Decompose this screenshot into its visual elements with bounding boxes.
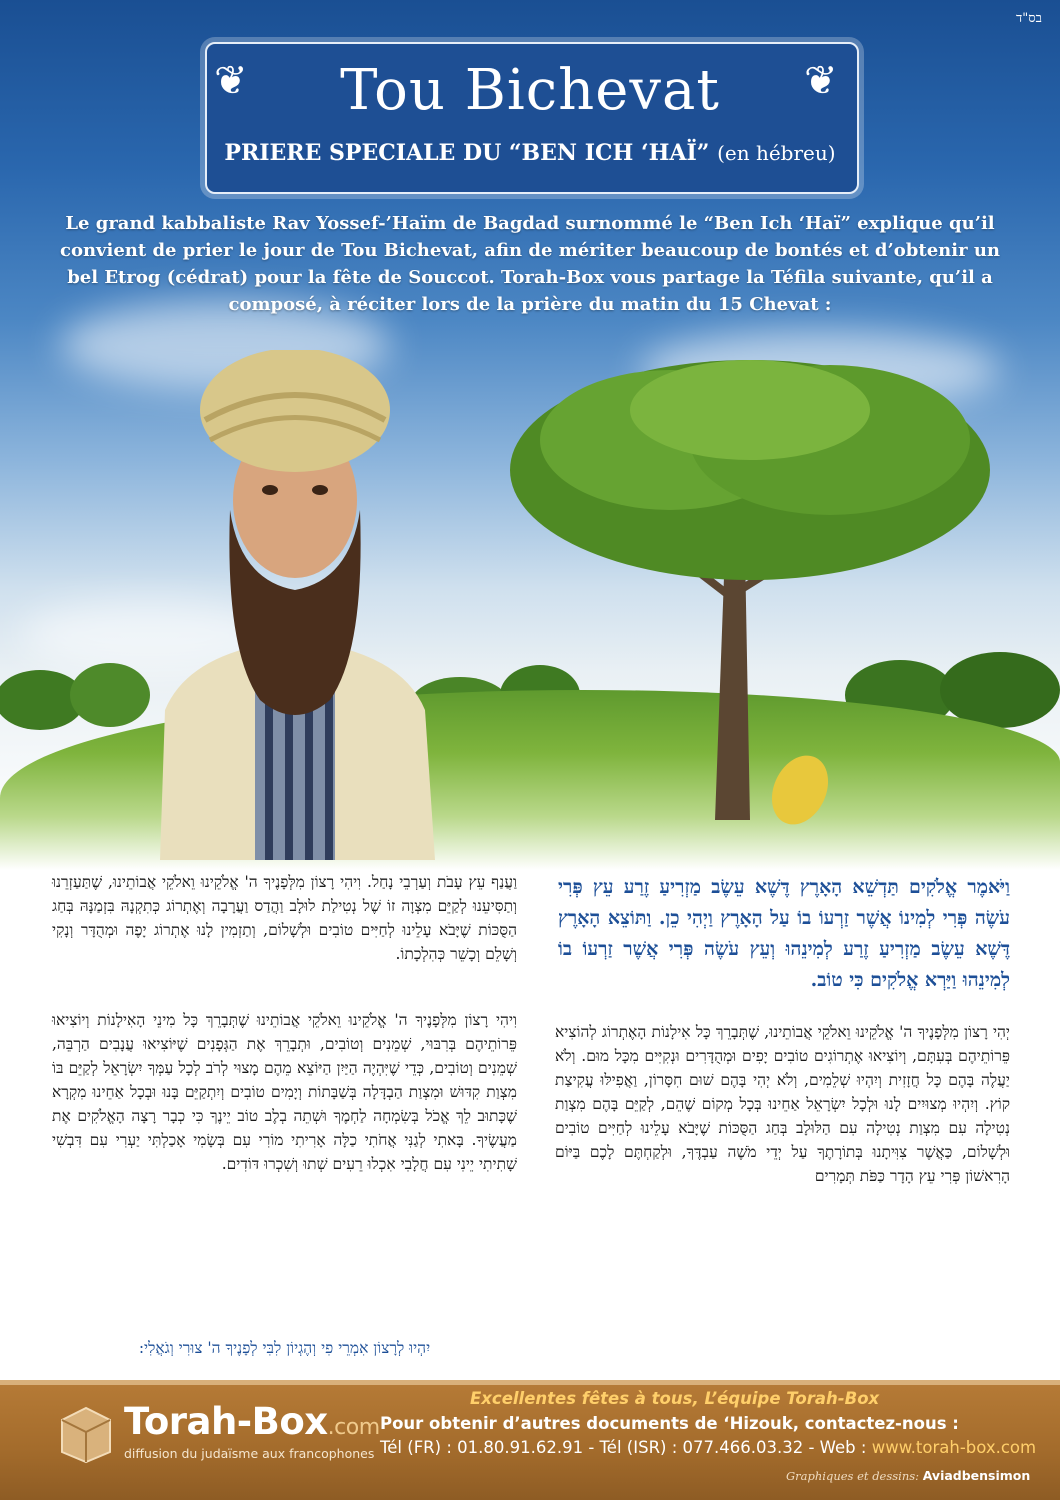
brand-domain: .com [327, 1415, 380, 1440]
closing-verse: יִהְיוּ לְרָצוֹן אִמְרֵי פִי וְהֶגְיוֹן לִבִּי לְפָנֶיךָ ה' צוּרִי וְגֹאֲלִי: [138, 1339, 431, 1357]
prayer-trees: וִיהִי רָצוֹן מִלְּפָנֶיךָ ה' אֱלֹקֵינוּ וֵאלֹקֵי אֲבוֹתֵינוּ שֶׁתְּבָרֵךְ כָּל מִינֵי הָאִילָנוֹת וְיוֹצִיאוּ פֵּרוֹתֵיהֶם בְּרִבּוּי, שְׁמֵנִים וְטוֹבִים, וּתְבָרֵךְ אֶת הַגְּפָנִים שֶׁיּוֹצִיאוּ עֲנָבִים הַרְבֵּה, שְׁמֵנִים וְטוֹבִים, כְּדֵי שֶׁיִּהְיֶה הַיַּיִן הַיּוֹצֵא מֵהֶם מָצוּי לְרֹב לְכָל עַמְּךָ יִשְׂרָאֵל לְקַיֵּם בּוֹ מִצְוַת קִדּוּשׁ וּמִצְוַת הַבְדָּלָה בְּשַׁבָּתוֹת וְיָמִים טוֹבִים וְיִתְקַיֵּם בָּנוּ וּבְכָל אַחֵינוּ מִקְרָא שֶׁכָּתוּב לֵךְ אֱכֹל בְּשִׂמְחָה לַחְמֶךָ וּשְׁתֵה בְלֶב טוֹב יֵינֶךָ כִּי כְבָר רָצָה הָאֱלֹקִים אֶת מַעֲשֶׂיךָ. בָּאתִי לְגַנִּי אֲחֹתִי כַלָּה אָרִיתִי מוֹרִי עִם בְּשָׂמִי אָכַלְתִּי יַעְרִי עִם דִּבְשִׁי שָׁתִיתִי יֵינִי עִם חֲלָבִי אִכְלוּ רֵעִים שְׁתוּ וְשִׁכְרוּ דּוֹדִים. [52, 1011, 517, 1173]
graphics-credit [786, 1468, 1030, 1483]
phones-text: Tél (FR) : 01.80.91.62.91 - Tél (ISR) : 077.466.03.32 - Web : [380, 1438, 872, 1457]
torah-box-logo-icon [58, 1404, 114, 1464]
subtitle-text: PRIERE SPECIALE DU “BEN ICH ‘HAÏ” [224, 140, 710, 166]
brand-tagline: diffusion du judaïsme aux francophones [124, 1446, 375, 1461]
flourish-left-icon: ❦ [214, 58, 248, 104]
footer-phones [380, 1438, 1036, 1457]
bsd-mark: בס"ד [1016, 11, 1042, 26]
footer-wishes: Excellentes fêtes à tous, L’équipe Torah-Box [470, 1389, 880, 1408]
page-title: Tou Bichevat [340, 58, 720, 123]
rabbi-portrait [150, 350, 440, 860]
prayer-lulav: וַעֲנַף עֵץ עָבֹת וְעַרְבֵי נָחַל. וִיהִי רָצוֹן מִלְּפָנֶיךָ ה' אֱלֹקֵינוּ וֵאלֹקֵי אֲבוֹתֵינוּ, שֶׁתַּעַזְרֵנוּ וְתַסִּיעֵנוּ לְקַיֵּם מִצְוָה זוֹ שֶׁל נְטִילַת לוּלָב וַהֲדַס וַעֲרָבָה וְאֶתְרוֹג כְּתִקְנָהּ בִּזְמַנָּהּ בְּחַג הַסֻּכּוֹת שֶׁיָּבֹא עָלֵינוּ לְחַיִּים טוֹבִים וּלְשָׁלוֹם, וְתַזְמִין לָנוּ אֶתְרוֹג יָפֶה וּמְהֻדָּר וְנָקִי וְשָׁלֵם וְכָשֵׁר כְּהִלְכָתוֹ. [52, 873, 517, 963]
credit-name: Aviadbensimon [922, 1468, 1031, 1483]
intro-paragraph: Le grand kabbaliste Rav Yossef-’Haïm de Bagdad surnommé le “Ben Ich ‘Haï” explique qu’il convient de prier le jour de Tou Bichevat, afin de mériter beaucoup de bontés et d’obtenir un bel Etrog (cédrat) pour la fête de Souccot. Torah-Box vous partage la Téfila suivante, qu’il a composé, à réciter lors de la prière du matin du 15 Chevat : [60, 213, 1000, 315]
flourish-right-icon: ❦ [804, 58, 838, 104]
genesis-verse: וַיֹּאמֶר אֱלֹקִים תַּדְשֵׁא הָאָרֶץ דֶּשֶׁא עֵשֶׂב מַזְרִיעַ זֶרַע עֵץ פְּרִי עֹשֶׂה פְּרִי לְמִינוֹ אֲשֶׁר זַרְעוֹ בוֹ עַל הָאָרֶץ וַיְהִי כֵן. וַתּוֹצֵא הָאָרֶץ דֶּשֶׁא עֵשֶׂב מַזְרִיעַ זֶרַע לְמִינֵהוּ וְעֵץ עֹשֶׂה פְּרִי אֲשֶׁר זַרְעוֹ בוֹ לְמִינֵהוּ וַיַּרְא אֱלֹקִים כִּי טוֹב. [558, 876, 1010, 991]
footer-contact: Pour obtenir d’autres documents de ‘Hizouk, contactez-nous : [380, 1414, 959, 1433]
prayer-etrog: יְהִי רָצוֹן מִלְּפָנֶיךָ ה' אֱלֹקֵינוּ וֵאלֹקֵי אֲבוֹתֵינוּ, שֶׁתְּבָרֵךְ כָּל אִילָנוֹת הָאֶתְרוֹג לְהוֹצִיא פֵּרוֹתֵיהֶם בְּעִתָּם, וְיוֹצִיאוּ אֶתְרוֹגִים טוֹבִים יָפִים וּמְהֻדָּרִים וּנְקִיִּים מִכָּל מוּם. וְלֹא יַעֲלֶה בָּהֶם כָּל חֲזָזִית וְיִהְיוּ שְׁלֵמִים, וְלֹא יְהִי בָּהֶם שׁוּם חִסָּרוֹן, וַאֲפִילּוּ עֲקִיצַת קוֹץ. וְיִהְיוּ מְצוּיִים לָנוּ וּלְכָל יִשְׂרָאֵל אַחֵינוּ בְּכָל מְקוֹם שֶׁהֵם, לְקַיֵּם בָּהֶם מִצְוַת נְטִילָה עִם מִצְוַת נְטִילָה עִם הַלּוּלָב בְּחַג הַסֻּכּוֹת שֶׁיָּבֹא עָלֵינוּ לְחַיִּים טוֹבִים וּלְשָׁלוֹם, כַּאֲשֶׁר צִוִּיתָנוּ בְּתוֹרָתֶךָ עַל יְדֵי מֹשֶׁה עַבְדֶּךָ, וּלְקַחְתֶּם לָכֶם בַּיּוֹם הָרִאשׁוֹן פְּרִי עֵץ הָדָר כַּפֹּת תְּמָרִים [555, 1023, 1010, 1185]
brand-text: Torah-Box [124, 1400, 328, 1443]
website-link[interactable]: www.torah-box.com [871, 1438, 1037, 1457]
subtitle-note: (en hébreu) [717, 141, 836, 165]
credit-label: Graphiques et dessins: [786, 1469, 920, 1483]
brand-name [124, 1400, 380, 1443]
tree-illustration [500, 350, 1010, 840]
page-subtitle [205, 140, 855, 166]
